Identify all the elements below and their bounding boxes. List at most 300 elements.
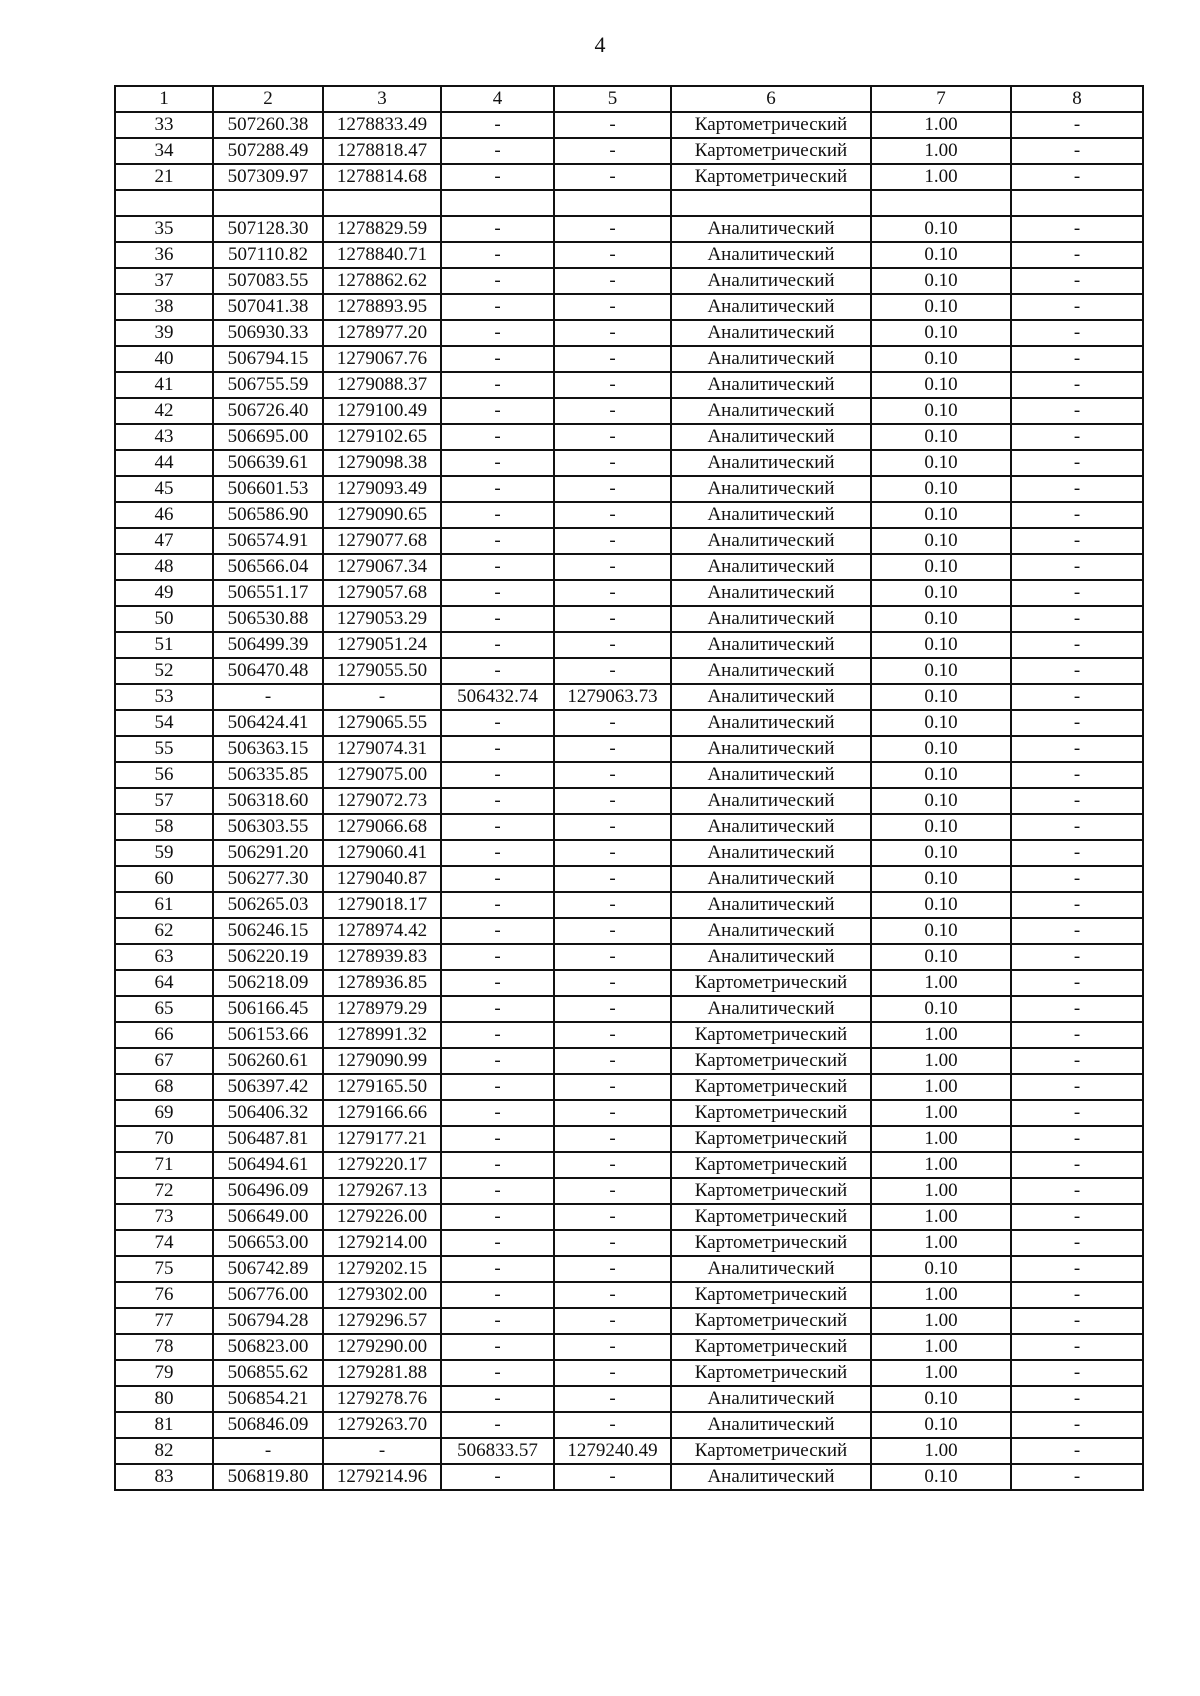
table-cell: -: [441, 138, 554, 164]
table-cell: 506470.48: [213, 658, 323, 684]
table-cell: -: [1011, 112, 1143, 138]
table-cell: -: [1011, 320, 1143, 346]
table-cell: 1279088.37: [323, 372, 441, 398]
table-cell: [1011, 190, 1143, 216]
table-cell: -: [554, 606, 671, 632]
table-cell: 0.10: [871, 398, 1011, 424]
table-cell: 80: [115, 1386, 213, 1412]
table-cell: 35: [115, 216, 213, 242]
table-cell: -: [441, 1126, 554, 1152]
table-cell: -: [554, 1308, 671, 1334]
table-cell: -: [1011, 1074, 1143, 1100]
table-cell: -: [441, 658, 554, 684]
table-cell: Аналитический: [671, 372, 871, 398]
table-cell: -: [441, 866, 554, 892]
table-cell: 0.10: [871, 944, 1011, 970]
table-cell: Картометрический: [671, 1126, 871, 1152]
table-cell: Картометрический: [671, 1048, 871, 1074]
table-cell: -: [441, 606, 554, 632]
table-cell: -: [554, 554, 671, 580]
table-cell: 46: [115, 502, 213, 528]
table-cell: 0.10: [871, 294, 1011, 320]
table-cell: 506639.61: [213, 450, 323, 476]
table-cell: 506726.40: [213, 398, 323, 424]
table-cell: Картометрический: [671, 138, 871, 164]
table-cell: -: [441, 1256, 554, 1282]
table-cell: -: [441, 1178, 554, 1204]
table-cell: -: [554, 1230, 671, 1256]
table-cell: 0.10: [871, 554, 1011, 580]
table-cell: -: [554, 502, 671, 528]
table-cell: -: [441, 1464, 554, 1490]
table-cell: 506487.81: [213, 1126, 323, 1152]
table-cell: 506566.04: [213, 554, 323, 580]
table-cell: Аналитический: [671, 294, 871, 320]
table-row: [115, 1412, 1143, 1438]
table-cell: 82: [115, 1438, 213, 1464]
table-row: [115, 1386, 1143, 1412]
header-cell: 4: [441, 86, 554, 112]
table-cell: 506649.00: [213, 1204, 323, 1230]
table-cell: 0.10: [871, 1412, 1011, 1438]
table-cell: 506291.20: [213, 840, 323, 866]
table-cell: -: [441, 242, 554, 268]
table-cell: 507128.30: [213, 216, 323, 242]
table-row: [115, 814, 1143, 840]
table-cell: 0.10: [871, 866, 1011, 892]
table-cell: -: [1011, 1204, 1143, 1230]
table-row: [115, 632, 1143, 658]
table-cell: 45: [115, 476, 213, 502]
table-cell: -: [554, 814, 671, 840]
table-cell: 79: [115, 1360, 213, 1386]
table-cell: Картометрический: [671, 1100, 871, 1126]
table-cell: 506586.90: [213, 502, 323, 528]
table-cell: -: [1011, 1412, 1143, 1438]
table-cell: 0.10: [871, 684, 1011, 710]
table-cell: Аналитический: [671, 918, 871, 944]
table-cell: 506846.09: [213, 1412, 323, 1438]
table-cell: 0.10: [871, 918, 1011, 944]
table-cell: 1279018.17: [323, 892, 441, 918]
table-row: [115, 970, 1143, 996]
header-cell: 6: [671, 86, 871, 112]
table-cell: -: [1011, 736, 1143, 762]
table-cell: 1279240.49: [554, 1438, 671, 1464]
table-cell: 43: [115, 424, 213, 450]
table-row: [115, 658, 1143, 684]
table-cell: -: [441, 1048, 554, 1074]
table-cell: -: [554, 788, 671, 814]
table-cell: Картометрический: [671, 1334, 871, 1360]
table-cell: 506854.21: [213, 1386, 323, 1412]
table-cell: 48: [115, 554, 213, 580]
table-cell: 1.00: [871, 1048, 1011, 1074]
table-cell: -: [1011, 268, 1143, 294]
table-cell: -: [554, 268, 671, 294]
table-cell: 1279102.65: [323, 424, 441, 450]
table-row: [115, 112, 1143, 138]
table-cell: 42: [115, 398, 213, 424]
table-row: [115, 294, 1143, 320]
table-cell: 1279296.57: [323, 1308, 441, 1334]
table-cell: 0.10: [871, 424, 1011, 450]
table-cell: -: [554, 1412, 671, 1438]
table-cell: 76: [115, 1282, 213, 1308]
table-cell: 0.10: [871, 762, 1011, 788]
table-cell: 67: [115, 1048, 213, 1074]
table-cell: 1279055.50: [323, 658, 441, 684]
table-cell: 66: [115, 1022, 213, 1048]
table-cell: -: [441, 970, 554, 996]
table-cell: 506303.55: [213, 814, 323, 840]
table-cell: 1279040.87: [323, 866, 441, 892]
table-cell: -: [554, 1126, 671, 1152]
table-cell: Аналитический: [671, 684, 871, 710]
table-cell: 74: [115, 1230, 213, 1256]
table-cell: 1279077.68: [323, 528, 441, 554]
table-row: [115, 1022, 1143, 1048]
table-cell: -: [554, 294, 671, 320]
table-row: [115, 944, 1143, 970]
table-cell: 506246.15: [213, 918, 323, 944]
table-cell: 1278840.71: [323, 242, 441, 268]
table-cell: 506218.09: [213, 970, 323, 996]
table-cell: 64: [115, 970, 213, 996]
table-cell: -: [441, 1308, 554, 1334]
table-cell: 506363.15: [213, 736, 323, 762]
table-row: [115, 346, 1143, 372]
table-cell: 1.00: [871, 112, 1011, 138]
table-row: [115, 1126, 1143, 1152]
table-cell: [671, 190, 871, 216]
table-row: [115, 1360, 1143, 1386]
table-cell: Картометрический: [671, 1178, 871, 1204]
table-row: [115, 1230, 1143, 1256]
table-cell: 65: [115, 996, 213, 1022]
table-row: [115, 138, 1143, 164]
table-cell: Картометрический: [671, 1204, 871, 1230]
table-cell: 56: [115, 762, 213, 788]
table-cell: 1.00: [871, 1282, 1011, 1308]
table-cell: -: [1011, 684, 1143, 710]
table-cell: 0.10: [871, 658, 1011, 684]
table-cell: Аналитический: [671, 346, 871, 372]
table-cell: -: [1011, 814, 1143, 840]
table-cell: -: [441, 736, 554, 762]
table-cell: 0.10: [871, 450, 1011, 476]
table-cell: [441, 190, 554, 216]
table-cell: -: [554, 1204, 671, 1230]
table-cell: Картометрический: [671, 1360, 871, 1386]
table-cell: 51: [115, 632, 213, 658]
table-cell: 47: [115, 528, 213, 554]
header-cell: 8: [1011, 86, 1143, 112]
table-cell: 506220.19: [213, 944, 323, 970]
table-cell: 1278893.95: [323, 294, 441, 320]
table-cell: Аналитический: [671, 528, 871, 554]
table-cell: 71: [115, 1152, 213, 1178]
table-cell: 506794.15: [213, 346, 323, 372]
table-cell: -: [554, 580, 671, 606]
table-header-row: [115, 86, 1143, 112]
table-cell: -: [441, 216, 554, 242]
table-row: [115, 1464, 1143, 1490]
table-cell: 0.10: [871, 476, 1011, 502]
table-row: [115, 1334, 1143, 1360]
table-cell: -: [441, 1074, 554, 1100]
table-cell: -: [441, 710, 554, 736]
table-cell: -: [1011, 1360, 1143, 1386]
table-row: [115, 788, 1143, 814]
table-cell: 52: [115, 658, 213, 684]
table-cell: 0.10: [871, 736, 1011, 762]
table-cell: -: [1011, 632, 1143, 658]
table-cell: -: [1011, 1048, 1143, 1074]
table-cell: -: [554, 476, 671, 502]
table-cell: -: [1011, 944, 1143, 970]
table-cell: 1.00: [871, 1022, 1011, 1048]
header-cell: 3: [323, 86, 441, 112]
table-cell: 60: [115, 866, 213, 892]
table-cell: 77: [115, 1308, 213, 1334]
table-cell: Аналитический: [671, 1386, 871, 1412]
table-cell: 49: [115, 580, 213, 606]
table-cell: 50: [115, 606, 213, 632]
table-cell: -: [554, 1152, 671, 1178]
table-cell: -: [1011, 840, 1143, 866]
table-cell: -: [554, 1074, 671, 1100]
table-cell: -: [213, 684, 323, 710]
table-cell: -: [1011, 970, 1143, 996]
table-cell: -: [441, 294, 554, 320]
table-cell: 1279051.24: [323, 632, 441, 658]
table-cell: 507309.97: [213, 164, 323, 190]
table-cell: Картометрический: [671, 1152, 871, 1178]
table-cell: 1279267.13: [323, 1178, 441, 1204]
table-cell: 1279220.17: [323, 1152, 441, 1178]
table-cell: -: [1011, 788, 1143, 814]
table-cell: -: [554, 346, 671, 372]
table-cell: 506494.61: [213, 1152, 323, 1178]
table-cell: -: [1011, 1022, 1143, 1048]
table-cell: Аналитический: [671, 554, 871, 580]
table-cell: 0.10: [871, 632, 1011, 658]
table-cell: Аналитический: [671, 866, 871, 892]
table-cell: 1279067.34: [323, 554, 441, 580]
table-row: [115, 164, 1143, 190]
table-cell: -: [1011, 294, 1143, 320]
table-cell: 1279226.00: [323, 1204, 441, 1230]
table-cell: Аналитический: [671, 710, 871, 736]
table-row: [115, 736, 1143, 762]
table-cell: 0.10: [871, 216, 1011, 242]
table-cell: 83: [115, 1464, 213, 1490]
table-cell: -: [554, 242, 671, 268]
table-row: [115, 606, 1143, 632]
table-row: [115, 1048, 1143, 1074]
table-cell: -: [441, 1334, 554, 1360]
table-cell: 73: [115, 1204, 213, 1230]
table-cell: 1.00: [871, 970, 1011, 996]
table-cell: 1279278.76: [323, 1386, 441, 1412]
table-cell: -: [554, 1022, 671, 1048]
table-row: [115, 1152, 1143, 1178]
table-cell: [213, 190, 323, 216]
table-cell: 0.10: [871, 840, 1011, 866]
table-cell: -: [554, 1334, 671, 1360]
table-cell: 507288.49: [213, 138, 323, 164]
table-row: [115, 528, 1143, 554]
table-cell: 0.10: [871, 580, 1011, 606]
table-cell: Аналитический: [671, 320, 871, 346]
table-cell: -: [441, 1230, 554, 1256]
table-cell: 33: [115, 112, 213, 138]
table-cell: -: [554, 1100, 671, 1126]
table-cell: 41: [115, 372, 213, 398]
table-cell: -: [441, 632, 554, 658]
table-cell: 44: [115, 450, 213, 476]
table-cell: Аналитический: [671, 788, 871, 814]
table-cell: Аналитический: [671, 216, 871, 242]
table-cell: [871, 190, 1011, 216]
table-cell: -: [1011, 346, 1143, 372]
table-cell: 1.00: [871, 1204, 1011, 1230]
table-cell: Аналитический: [671, 814, 871, 840]
table-cell: -: [1011, 450, 1143, 476]
table-cell: Аналитический: [671, 476, 871, 502]
table-cell: -: [323, 684, 441, 710]
table-cell: Аналитический: [671, 450, 871, 476]
table-row: [115, 710, 1143, 736]
table-cell: -: [554, 138, 671, 164]
table-cell: 1279177.21: [323, 1126, 441, 1152]
table-cell: 55: [115, 736, 213, 762]
table-cell: 0.10: [871, 788, 1011, 814]
table-cell: 0.10: [871, 268, 1011, 294]
table-cell: -: [1011, 528, 1143, 554]
table-row: [115, 1178, 1143, 1204]
table-cell: -: [1011, 1438, 1143, 1464]
table-cell: Картометрический: [671, 1438, 871, 1464]
table-cell: 506601.53: [213, 476, 323, 502]
table-cell: [323, 190, 441, 216]
table-cell: 0.10: [871, 242, 1011, 268]
table-cell: 1.00: [871, 1438, 1011, 1464]
table-cell: 1278814.68: [323, 164, 441, 190]
table-cell: -: [441, 476, 554, 502]
table-cell: 0.10: [871, 320, 1011, 346]
table-row: [115, 996, 1143, 1022]
table-cell: -: [441, 918, 554, 944]
table-cell: 506819.80: [213, 1464, 323, 1490]
table-cell: 506265.03: [213, 892, 323, 918]
table-cell: 0.10: [871, 606, 1011, 632]
table-cell: -: [554, 1256, 671, 1282]
table-cell: Аналитический: [671, 1464, 871, 1490]
table-cell: -: [554, 1386, 671, 1412]
table-cell: -: [1011, 606, 1143, 632]
table-cell: 506695.00: [213, 424, 323, 450]
table-cell: 1.00: [871, 164, 1011, 190]
table-cell: -: [554, 1178, 671, 1204]
table-cell: -: [441, 1022, 554, 1048]
coordinates-table: [114, 85, 1144, 1491]
table-cell: 1278939.83: [323, 944, 441, 970]
table-row: [115, 1074, 1143, 1100]
table-cell: Аналитический: [671, 1256, 871, 1282]
table-cell: Картометрический: [671, 112, 871, 138]
table-row: [115, 762, 1143, 788]
table-cell: Аналитический: [671, 424, 871, 450]
table-cell: Аналитический: [671, 398, 871, 424]
header-cell: 5: [554, 86, 671, 112]
table-cell: 1.00: [871, 1230, 1011, 1256]
table-cell: 506318.60: [213, 788, 323, 814]
table-row: [115, 840, 1143, 866]
table-cell: -: [1011, 1256, 1143, 1282]
table-cell: -: [441, 944, 554, 970]
table-cell: 1278833.49: [323, 112, 441, 138]
table-row: [115, 866, 1143, 892]
table-cell: 1279093.49: [323, 476, 441, 502]
table-cell: -: [441, 346, 554, 372]
table-cell: Аналитический: [671, 996, 871, 1022]
table-cell: -: [213, 1438, 323, 1464]
table-cell: -: [1011, 502, 1143, 528]
table-cell: 54: [115, 710, 213, 736]
table-cell: -: [554, 710, 671, 736]
table-row: [115, 1438, 1143, 1464]
table-cell: 21: [115, 164, 213, 190]
table-body: [115, 86, 1143, 1490]
table-cell: -: [1011, 580, 1143, 606]
table-cell: -: [554, 164, 671, 190]
table-cell: -: [554, 424, 671, 450]
table-cell: 506551.17: [213, 580, 323, 606]
table-cell: -: [554, 1360, 671, 1386]
table-cell: 37: [115, 268, 213, 294]
table-cell: 1279075.00: [323, 762, 441, 788]
table-cell: 1279290.00: [323, 1334, 441, 1360]
table-cell: -: [554, 320, 671, 346]
table-cell: -: [441, 502, 554, 528]
table-cell: -: [323, 1438, 441, 1464]
table-cell: 39: [115, 320, 213, 346]
table-cell: Аналитический: [671, 268, 871, 294]
table-cell: 1.00: [871, 1074, 1011, 1100]
table-cell: 1.00: [871, 1308, 1011, 1334]
table-row: [115, 918, 1143, 944]
table-row: [115, 476, 1143, 502]
table-row: [115, 190, 1143, 216]
table-cell: 1279302.00: [323, 1282, 441, 1308]
table-row: [115, 242, 1143, 268]
table-cell: 506742.89: [213, 1256, 323, 1282]
table-cell: 506930.33: [213, 320, 323, 346]
table-cell: Аналитический: [671, 736, 871, 762]
table-cell: 506499.39: [213, 632, 323, 658]
table-cell: -: [1011, 866, 1143, 892]
table-cell: -: [1011, 1178, 1143, 1204]
table-cell: -: [1011, 658, 1143, 684]
table-cell: 1.00: [871, 1334, 1011, 1360]
table-cell: -: [441, 1282, 554, 1308]
table-cell: 0.10: [871, 996, 1011, 1022]
table-cell: -: [1011, 1386, 1143, 1412]
table-cell: -: [441, 788, 554, 814]
table-cell: 1.00: [871, 1360, 1011, 1386]
